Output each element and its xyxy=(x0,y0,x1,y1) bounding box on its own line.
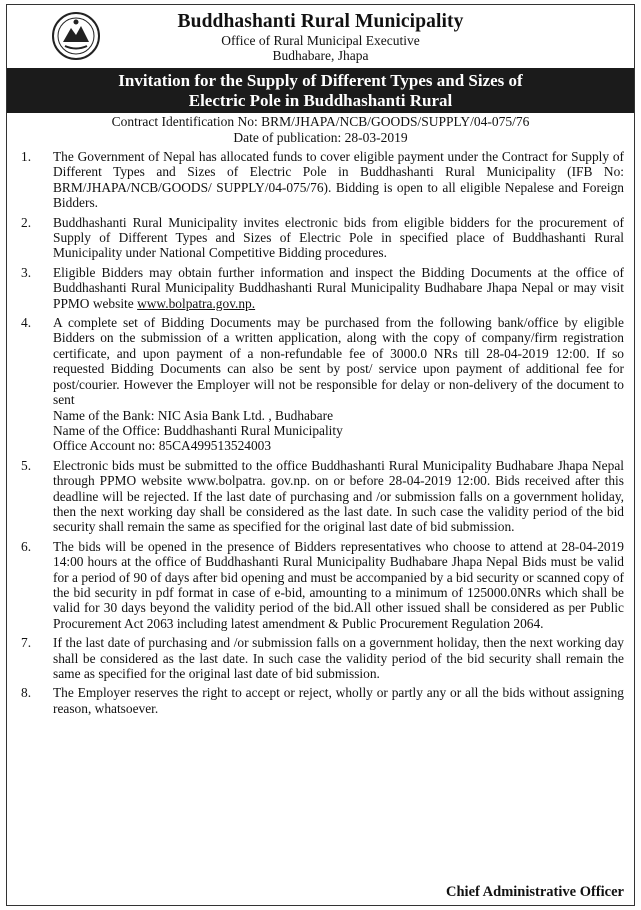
item-number: 6. xyxy=(21,538,32,554)
contract-id: Contract Identification No: BRM/JHAPA/NCB/GOODS/SUPPLY/04-075/76 xyxy=(111,114,530,129)
bank-name: Name of the Bank: NIC Asia Bank Ltd. , Budhabare xyxy=(53,407,334,423)
item-text: If the last date of purchasing and /or submission falls on a government holiday, then the next working day shall be considered as the last date. In such case the validity period of the bid security shall remain the same as specified for the original last date of bid submission. xyxy=(53,635,624,681)
item-number: 5. xyxy=(21,457,32,473)
item-text: The bids will be opened in the presence of Bidders representatives who choose to attend at 28-04-2019 14:00 hours at the office of Buddhashanti Rural Municipality Budhabare Jhapa Nepal Bids must be valid for a period of 90 of days after bid opening and must be accompanied by a bid security or scanned copy of the bid security in pdf format in case of e-bid, amounting to a minimum of 125000.0NRs which shall be valid for 30 days beyond the validity period of the bid.All other issued shall be considered as per Public Procurement Act 2063 including latest amendment & Public Procurement Regulation 2064. xyxy=(53,538,624,631)
office-name: Office of Rural Municipal Executive xyxy=(221,33,420,48)
office-account: Office Account no: 85CA499513524003 xyxy=(53,438,272,454)
item-number: 1. xyxy=(21,149,32,164)
notice-items xyxy=(7,149,634,716)
org-name: Buddhashanti Rural Municipality xyxy=(177,11,464,32)
banner-line-2: Electric Pole in Buddhashanti Rural xyxy=(188,91,453,110)
item-number: 4. xyxy=(21,315,32,331)
notice-page xyxy=(6,4,635,906)
header xyxy=(7,5,634,68)
nepal-emblem-icon xyxy=(51,11,101,61)
item-text: Eligible Bidders may obtain further information and inspect the Bidding Documents at the office of Buddhashanti Rural Municipality Buddhashanti Rural Municipality Budhabare Jhapa Nepal or may visit PPMO website xyxy=(53,264,624,311)
item-number: 7. xyxy=(21,635,32,651)
title-banner xyxy=(7,68,634,113)
item-text: A complete set of Bidding Documents may be purchased from the following bank/office by eligible Bidders on the submission of a written application, along with the copy of company/firm registration certificate, and upon payment of a non-refundable fee of 3000.0 NRs till 28-04-2019 12:00. If so requested Bidding Documents can also be sent by post/ service upon payment of additional fee for post/courier. However the Employer will not be responsible for delay or non-delivery of the document to sent xyxy=(53,315,624,408)
list-item xyxy=(7,635,634,681)
item-number: 3. xyxy=(21,264,32,280)
item-text: The Government of Nepal has allocated funds to cover eligible payment under the Contract for Supply of Different Types and Sizes of Electric Pole in Buddhashanti Rural Municipality (IFB No: BRM/JHAPA/NCB/GOODS/ SUPPLY/04-075/76). Bidding is open to all eligible Nepalese and Foreign Bidders. xyxy=(53,149,624,211)
item-text: Electronic bids must be submitted to the office Buddhashanti Rural Municipality Budhabare Jhapa Nepal through PPMO website www.bolpatra. gov.np. on or before 28-04-2019 12:00. Bids received after this deadline will be rejected. If the last date of purchasing and /or submission falls on a government holiday, then the next working day shall be considered as the last date. In such case the validity period of the bid security shall remain the same as specified for the original last date of bid submission. xyxy=(53,457,624,535)
contract-meta xyxy=(7,114,634,145)
item-number: 8. xyxy=(21,685,32,701)
list-item xyxy=(7,685,634,716)
list-item xyxy=(7,458,634,535)
item-number: 2. xyxy=(21,214,32,230)
banner-line-1: Invitation for the Supply of Different Types and Sizes of xyxy=(118,71,523,90)
office-name-line: Name of the Office: Buddhashanti Rural Municipality xyxy=(53,422,343,438)
list-item xyxy=(7,215,634,261)
list-item xyxy=(7,149,634,211)
list-item xyxy=(7,265,634,311)
item-text: The Employer reserves the right to accept or reject, wholly or partly any or all the bids without assigning reason, whatsoever. xyxy=(53,685,624,716)
signature-title: Chief Administrative Officer xyxy=(446,884,624,900)
list-item xyxy=(7,539,634,631)
publication-date: Date of publication: 28-03-2019 xyxy=(233,129,408,145)
ppmo-website-link[interactable]: www.bolpatra.gov.np. xyxy=(137,295,256,311)
item-text: Buddhashanti Rural Municipality invites electronic bids from eligible bidders for the procurement of Supply of Different Types and Sizes of Electric Pole in specified place of Buddhashanti Rural Municipality under National Competitive Bidding procedures. xyxy=(53,214,624,261)
office-address: Budhabare, Jhapa xyxy=(272,48,369,63)
list-item xyxy=(7,315,634,454)
